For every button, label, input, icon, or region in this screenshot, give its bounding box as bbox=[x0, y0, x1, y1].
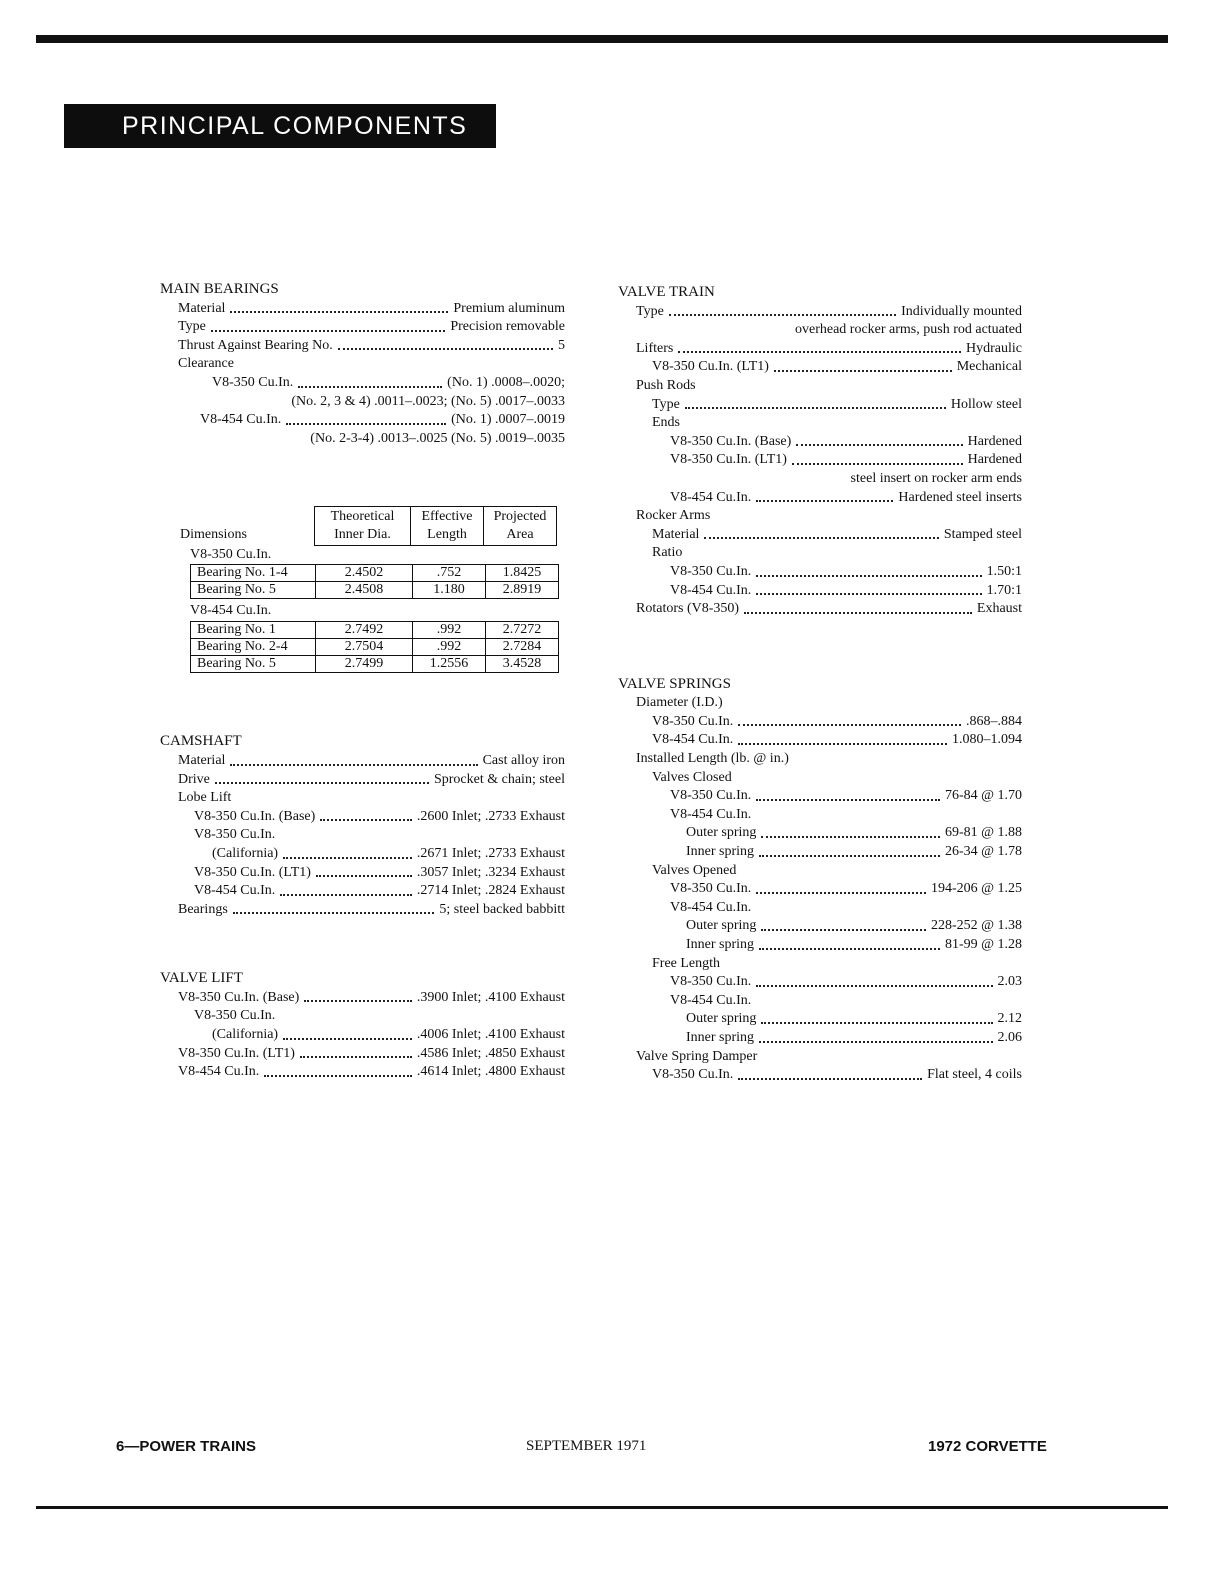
spec-row: Outer spring 228-252 @ 1.38 bbox=[686, 918, 1022, 934]
spec-row: V8-350 Cu.In. 1.50:1 bbox=[670, 563, 1022, 579]
leader-dots bbox=[286, 423, 446, 425]
table-row: Bearing No. 5 2.4508 1.180 2.8919 bbox=[191, 582, 559, 599]
leader-dots bbox=[678, 351, 961, 353]
left-column bbox=[160, 280, 565, 1082]
footer-model: 1972 CORVETTE bbox=[928, 1438, 1047, 1455]
spec-row: V8-454 Cu.In. (No. 1) .0007–.0019 bbox=[200, 412, 565, 428]
spec-row: Inner spring 26-34 @ 1.78 bbox=[686, 844, 1022, 860]
leader-dots bbox=[685, 407, 946, 409]
spec-continuation: (No. 2, 3 & 4) .0011–.0023; (No. 5) .0017–.0033 bbox=[291, 393, 565, 409]
spec-subheading: Installed Length (lb. @ in.) bbox=[636, 751, 789, 767]
header-theoretical-inner-dia: Theoretical Inner Dia. bbox=[330, 509, 395, 543]
spec-subheading: Lobe Lift bbox=[178, 790, 232, 806]
spec-row: Type Individually mounted bbox=[636, 303, 1022, 319]
spec-row: (California) .2671 Inlet; .2733 Exhaust bbox=[212, 845, 565, 861]
leader-dots bbox=[300, 1056, 412, 1058]
leader-dots bbox=[264, 1075, 412, 1077]
spec-row: V8-350 Cu.In. (Base) .2600 Inlet; .2733 Exhaust bbox=[194, 808, 565, 824]
spec-row: V8-454 Cu.In. 1.080–1.094 bbox=[652, 732, 1022, 748]
spec-subheading: Clearance bbox=[178, 356, 234, 372]
leader-dots bbox=[759, 948, 940, 950]
spec-row: V8-350 Cu.In. 2.03 bbox=[670, 974, 1022, 990]
spec-row: V8-454 Cu.In. .2714 Inlet; .2824 Exhaust bbox=[194, 883, 565, 899]
leader-dots bbox=[756, 985, 992, 987]
footer-section-label: 6—POWER TRAINS bbox=[116, 1438, 257, 1455]
leader-dots bbox=[738, 1078, 922, 1080]
spec-row: Outer spring 2.12 bbox=[686, 1011, 1022, 1027]
leader-dots bbox=[756, 575, 981, 577]
bearing-table-454 bbox=[190, 621, 559, 673]
camshaft-heading: CAMSHAFT bbox=[160, 733, 242, 750]
dimensions-label: Dimensions bbox=[180, 527, 247, 543]
spec-row: V8-350 Cu.In. 76-84 @ 1.70 bbox=[670, 788, 1022, 804]
spec-subheading: Valve Spring Damper bbox=[636, 1048, 758, 1064]
spec-continuation: steel insert on rocker arm ends bbox=[850, 470, 1022, 486]
leader-dots bbox=[756, 500, 893, 502]
leader-dots bbox=[761, 929, 926, 931]
leader-dots bbox=[704, 537, 938, 539]
group-label: V8-350 Cu.In. bbox=[190, 547, 272, 563]
spec-row: V8-350 Cu.In. (Base) Hardened bbox=[670, 433, 1022, 449]
header-effective-length: Effective Length bbox=[410, 507, 483, 545]
spec-row: V8-350 Cu.In. .868–.884 bbox=[652, 713, 1022, 729]
section-banner: PRINCIPAL COMPONENTS bbox=[64, 104, 496, 148]
table-row: Bearing No. 2-4 2.7504 .992 2.7284 bbox=[191, 639, 559, 656]
leader-dots bbox=[304, 1000, 412, 1002]
dimensions-header bbox=[314, 506, 557, 546]
spec-row: Inner spring 2.06 bbox=[686, 1029, 1022, 1045]
spec-subheading: V8-454 Cu.In. bbox=[670, 806, 752, 822]
leader-dots bbox=[211, 330, 446, 332]
spacer bbox=[160, 678, 565, 732]
spec-subheading: Push Rods bbox=[636, 377, 696, 393]
leader-dots bbox=[738, 724, 961, 726]
spec-row: Material Premium aluminum bbox=[178, 300, 565, 316]
spec-subheading: V8-350 Cu.In. bbox=[194, 827, 276, 843]
leader-dots bbox=[338, 348, 553, 350]
spec-subheading: Diameter (I.D.) bbox=[636, 695, 723, 711]
leader-dots bbox=[283, 857, 412, 859]
table-row: Bearing No. 1 2.7492 .992 2.7272 bbox=[191, 622, 559, 639]
leader-dots bbox=[230, 764, 477, 766]
leader-dots bbox=[320, 819, 412, 821]
spec-row: V8-350 Cu.In. (LT1) Hardened bbox=[670, 452, 1022, 468]
leader-dots bbox=[761, 836, 940, 838]
spec-subheading: V8-454 Cu.In. bbox=[670, 992, 752, 1008]
valve-train-heading: VALVE TRAIN bbox=[618, 284, 715, 300]
spec-row: V8-350 Cu.In. 194-206 @ 1.25 bbox=[670, 881, 1022, 897]
spec-continuation: overhead rocker arms, push rod actuated bbox=[794, 322, 1022, 338]
spec-row: V8-350 Cu.In. (LT1) Mechanical bbox=[652, 359, 1022, 375]
spacer bbox=[160, 919, 565, 969]
spec-subheading: Valves Opened bbox=[652, 862, 737, 878]
right-column bbox=[618, 283, 1022, 1085]
spacer bbox=[618, 619, 1022, 675]
spec-row: V8-454 Cu.In. .4614 Inlet; .4800 Exhaust bbox=[178, 1064, 565, 1080]
leader-dots bbox=[316, 875, 412, 877]
leader-dots bbox=[759, 1041, 992, 1043]
spec-row: Type Precision removable bbox=[178, 319, 565, 335]
leader-dots bbox=[669, 314, 896, 316]
spec-row: V8-454 Cu.In. 1.70:1 bbox=[670, 582, 1022, 598]
leader-dots bbox=[280, 894, 412, 896]
spec-row: Thrust Against Bearing No. 5 bbox=[178, 337, 565, 353]
table-row: Bearing No. 5 2.7499 1.2556 3.4528 bbox=[191, 656, 559, 673]
leader-dots bbox=[230, 311, 448, 313]
spec-subheading: Ratio bbox=[652, 545, 683, 561]
spec-row: V8-350 Cu.In. (LT1) .3057 Inlet; .3234 Exhaust bbox=[194, 864, 565, 880]
spec-subheading: Rocker Arms bbox=[636, 508, 711, 524]
spec-continuation: (No. 2-3-4) .0013–.0025 (No. 5) .0019–.0035 bbox=[310, 430, 565, 446]
leader-dots bbox=[774, 370, 952, 372]
table-row: Bearing No. 1-4 2.4502 .752 1.8425 bbox=[191, 565, 559, 582]
spec-row: V8-350 Cu.In. (Base) .3900 Inlet; .4100 Exhaust bbox=[178, 989, 565, 1005]
leader-dots bbox=[792, 463, 963, 465]
bottom-rule bbox=[36, 1506, 1168, 1509]
spec-subheading: Valves Closed bbox=[652, 769, 732, 785]
bearing-table-350 bbox=[190, 564, 559, 599]
group-label: V8-454 Cu.In. bbox=[190, 603, 272, 619]
leader-dots bbox=[759, 855, 940, 857]
spec-subheading: Ends bbox=[652, 415, 680, 431]
spec-row: (California) .4006 Inlet; .4100 Exhaust bbox=[212, 1027, 565, 1043]
spec-row: V8-454 Cu.In. Hardened steel inserts bbox=[670, 489, 1022, 505]
leader-dots bbox=[233, 912, 435, 914]
spec-row: V8-350 Cu.In. (No. 1) .0008–.0020; bbox=[212, 374, 565, 390]
main-bearings-heading: MAIN BEARINGS bbox=[160, 281, 279, 297]
spec-row: Material Cast alloy iron bbox=[178, 752, 565, 768]
spec-subheading: V8-454 Cu.In. bbox=[670, 899, 752, 915]
leader-dots bbox=[283, 1038, 412, 1040]
spec-row: V8-350 Cu.In. (LT1) .4586 Inlet; .4850 Exhaust bbox=[178, 1045, 565, 1061]
valve-lift-heading: VALVE LIFT bbox=[160, 970, 243, 987]
spec-row: Rotators (V8-350) Exhaust bbox=[636, 601, 1022, 617]
spec-row: Material Stamped steel bbox=[652, 526, 1022, 542]
leader-dots bbox=[738, 743, 947, 745]
leader-dots bbox=[756, 892, 926, 894]
leader-dots bbox=[756, 799, 940, 801]
leader-dots bbox=[756, 593, 981, 595]
spec-row: Outer spring 69-81 @ 1.88 bbox=[686, 825, 1022, 841]
leader-dots bbox=[744, 612, 972, 614]
leader-dots bbox=[761, 1022, 992, 1024]
leader-dots bbox=[215, 782, 429, 784]
spec-subheading: Free Length bbox=[652, 955, 721, 971]
dimensions-table bbox=[160, 506, 565, 678]
spec-row: Lifters Hydraulic bbox=[636, 340, 1022, 356]
leader-dots bbox=[796, 444, 962, 446]
spec-row: Type Hollow steel bbox=[652, 396, 1022, 412]
spec-subheading: V8-350 Cu.In. bbox=[194, 1008, 276, 1024]
spec-row: Bearings 5; steel backed babbitt bbox=[178, 901, 565, 917]
leader-dots bbox=[298, 386, 442, 388]
header-projected-area: Projected Area bbox=[483, 507, 556, 545]
spec-row: Drive Sprocket & chain; steel bbox=[178, 771, 565, 787]
spec-row: Inner spring 81-99 @ 1.28 bbox=[686, 937, 1022, 952]
spec-row: V8-350 Cu.In. Flat steel, 4 coils bbox=[652, 1067, 1022, 1083]
top-rule bbox=[36, 35, 1168, 43]
footer-date: SEPTEMBER 1971 bbox=[526, 1438, 647, 1454]
valve-springs-heading: VALVE SPRINGS bbox=[618, 675, 731, 692]
